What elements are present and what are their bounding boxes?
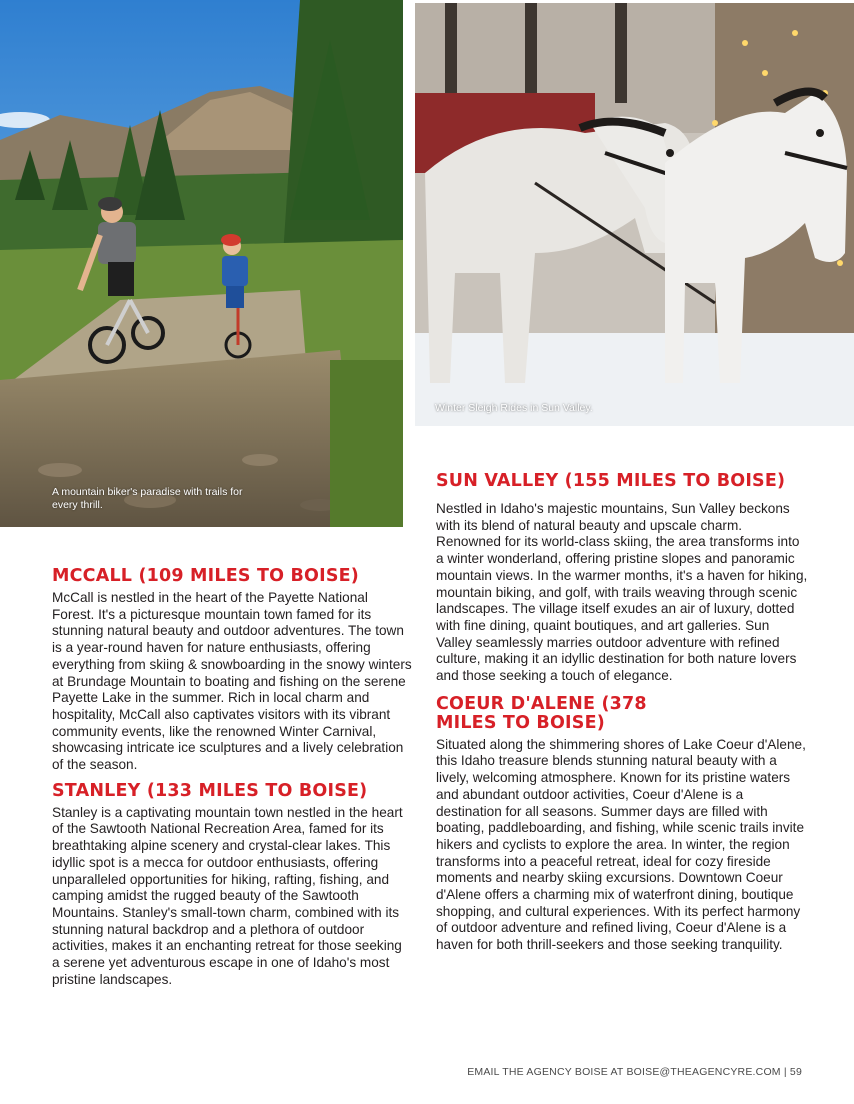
page-footer: EMAIL THE AGENCY BOISE AT BOISE@THEAGENCYRE.COM | 59 <box>467 1066 802 1078</box>
mccall-heading: MCCALL (109 MILES TO BOISE) <box>52 566 359 586</box>
sunvalley-body: Nestled in Idaho's majestic mountains, Sun Valley beckons with its blend of natural beauty and upscale charm. Renowned for its world-class skiing, the area transforms into a winter wonderland, offering pristine slopes and panoramic mountain views. In the warmer months, it's a haven for hiking, mountain biking, and golf, with trails weaving through scenic landscapes. The village itself exudes an air of luxury, dotted with fine dining, quaint boutiques, and art galleries. Sun Valley seamlessly marries outdoor adventure with refined culture, making it an idyllic destination for both nature lovers and those seeking a touch of elegance. <box>436 501 808 684</box>
coeur-heading: COEUR D'ALENE (378 MILES TO BOISE) <box>436 693 647 733</box>
right-column <box>436 472 808 958</box>
mccall-section <box>52 567 412 774</box>
sunvalley-heading: SUN VALLEY (155 MILES TO BOISE) <box>436 471 786 491</box>
sleigh-horses-illustration <box>415 3 854 426</box>
horses-photo-caption: Winter Sleigh Rides in Sun Valley. <box>435 402 593 414</box>
stanley-section <box>52 782 412 989</box>
stanley-body: Stanley is a captivating mountain town nestled in the heart of the Sawtooth National Recreation Area, famed for its breathtaking alpine scenery and crystal-clear lakes. This idyllic spot is a mecca for outdoor enthusiasts, offering unparalleled opportunities for hiking, rafting, fishing, and camping amidst the rugged beauty of the Sawtooth Mountains. Stanley's small-town charm, combined with its stunning natural backdrop and a plethora of outdoor activities, makes it an enchanting retreat for those seeking a serene yet adventurous escape in one of Idaho's most pristine landscapes. <box>52 804 403 987</box>
coeur-section <box>436 695 808 954</box>
mccall-body: McCall is nestled in the heart of the Payette National Forest. It's a picturesque mountain town famed for its stunning natural beauty and outdoor adventures. The town is a year-round haven for nature enthusiasts, offering everything from skiing & snowboarding in the snowy winters at Brundage Mountain to boating and fishing on the serene Payette Lake in the summer. Rich in local charm and hospitality, McCall also captivates visitors with its vibrant community events, like the renowned Winter Carnival, showcasing intricate ice sculptures and a lively celebration of the season. <box>52 590 412 773</box>
coeur-body: Situated along the shimmering shores of Lake Coeur d'Alene, this Idaho treasure blends stunning natural beauty with a lively, welcoming atmosphere. Known for its pristine waters and abundant outdoor activities, Coeur d'Alene is a destination for all seasons. Summer days are filled with boating, paddleboarding, and fishing, while scenic trails invite hikers and cyclists to explore the area. In winter, the region transforms into a peaceful retreat, ideal for cozy fireside moments and nearby skiing excursions. Downtown Coeur d'Alene offers a charming mix of waterfront dining, boutique shopping, and cultural experiences. With its perfect harmony of outdoor adventure and refined living, Coeur d'Alene is a haven for both thrill-seekers and those seeking tranquility. <box>436 736 806 953</box>
sunvalley-section <box>436 472 808 685</box>
sleigh-horses-photo <box>415 3 854 426</box>
mountain-biker-photo <box>0 0 403 527</box>
left-column <box>52 567 412 992</box>
bike-photo-caption: A mountain biker's paradise with trails for every thrill. <box>52 486 243 511</box>
stanley-heading: STANLEY (133 MILES TO BOISE) <box>52 780 368 801</box>
mountain-biker-illustration <box>0 0 403 527</box>
